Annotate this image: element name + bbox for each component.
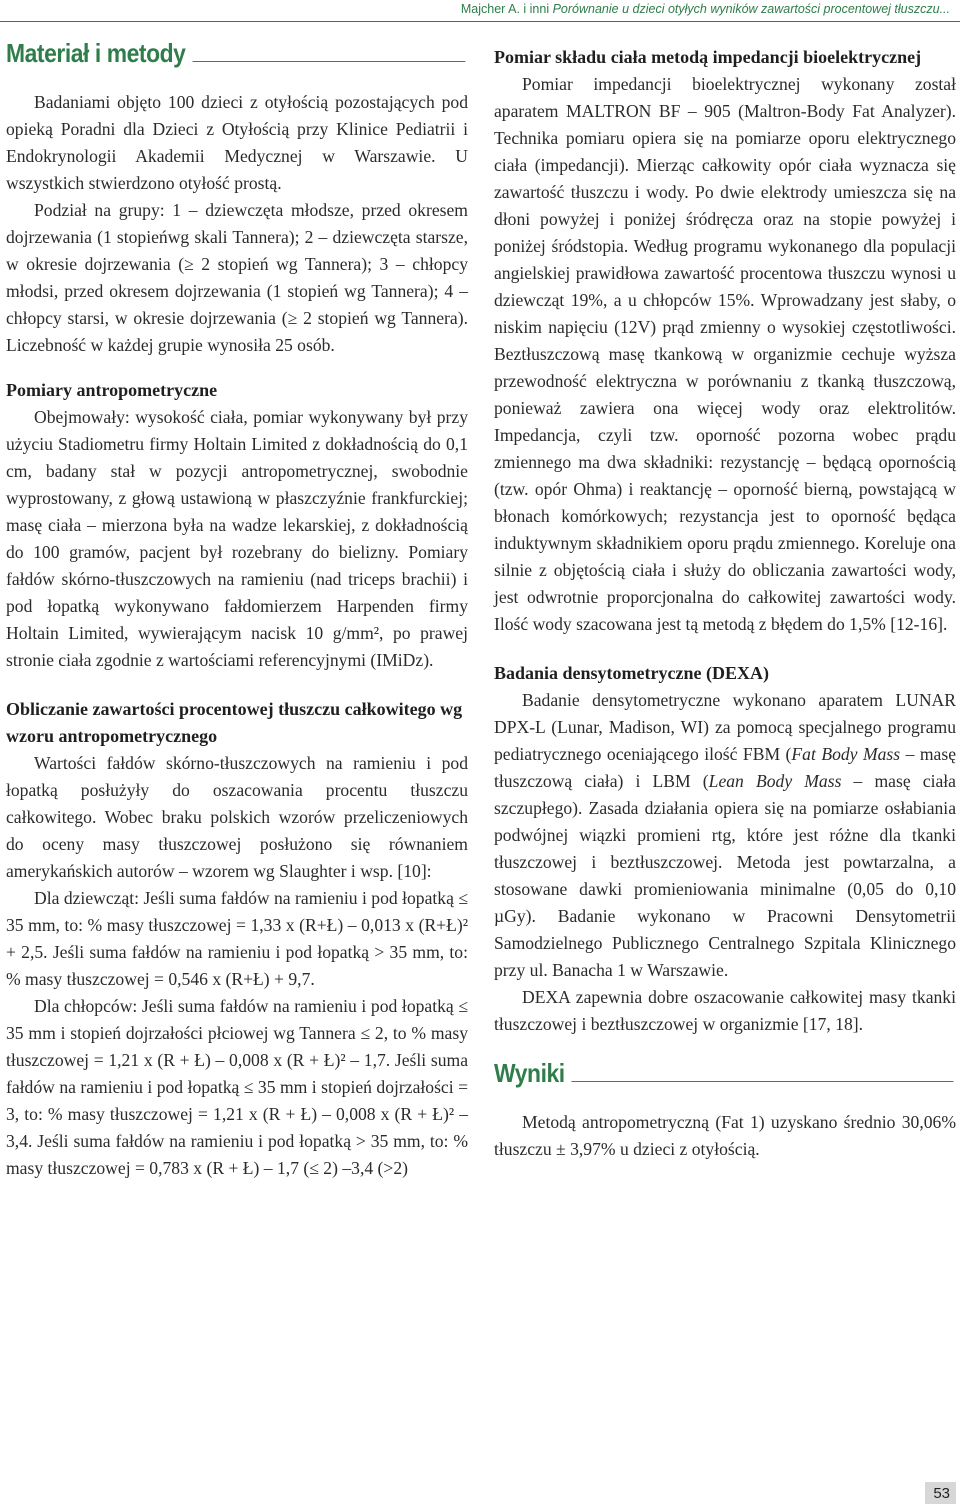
subhead-dexa: Badania densytometryczne (DEXA) — [494, 663, 769, 683]
header-authors: Majcher A. i inni — [460, 2, 550, 16]
section-title-methods — [6, 40, 465, 67]
header-rule — [0, 21, 960, 22]
paragraph-bioimpedance: Pomiar impedancji bioelektrycznej wykonany został aparatem MALTRON BF – 905 (Maltron-Body Fat Analyzer). Technika pomiaru opiera się na pomiarze oporu elektrycznego ciała (impedancji). Mierząc całkowity opór ciała wyznacza się zawartość tłuszczu i wody. Po dwie elektrody umieszcza się na dłoni powyżej i poniżej śródręcza oraz na stopie powyżej i poniżej śródstopia. Według programu wykonanego dla populacji angielskiej prawidłowa zawartość procentowa tłuszczu wynosi u dziewcząt 19%, a u chłopców 15%. Wprowadzany jest słaby, o niskim napięciu (12V) prąd zmienny o wysokiej częstotliwości. Beztłuszczową masę tkankową w organizmie cechuje wyższa przewodność elektryczna w porównaniu z tkanką tłuszczową, ponieważ zawiera ona więcej wody oraz elektrolitów. Impedancja, czyli tzw. oporność pozorna wobec prądu zmiennego ma dwa składniki: rezystancję – będącą opornością (tzw. opór Ohma) i reaktancję – oporność bierną, powstającą w błonach komórkowych; rezystancja jest to oporność będąca induktywnym składnikiem oporu prądu zmiennego. Koreluje ona silnie z objętością ciała i służy do obliczania zawartości wody, jest odwrotnie proporcjonalna do całkowitej zawartości wody. Ilość wody szacowana jest tą metodą z błędem do 1,5% [12-16]. — [494, 74, 956, 634]
paragraph-subjects: Badaniami objęto 100 dzieci z otyłością pozostających pod opieką Poradni dla Dzieci z Otyłością przy Klinice Pediatrii i Endokrynologii Akademii Medycznej w Warszawie. U wszystkich stwierdzono otyłość prostą. — [6, 92, 468, 193]
dexa-text-c: – masę ciała szczupłego). Zasada działania opiera się na pomiarze osłabiania podwójnej wiązki promieni rtg, które jest różne dla tkanki tłuszczowej i beztłuszczowej. Metoda jest powtarzalna, a stosowane dawki promieniowania minimalne (0,05 do 0,10 µGy). Badanie wykonano w Pracowni Densytometrii Samodzielnego Publicznego Centralnego Szpitala Klinicznego przy ul. Banacha 1 w Warszawie. — [494, 771, 956, 980]
subhead-bioimpedance: Pomiar składu ciała metodą impedancji bioelektrycznej — [494, 47, 922, 67]
header-article-title: Porównanie u dzieci otyłych wyników zawartości procentowej tłuszczu... — [552, 2, 950, 16]
page-number: 53 — [925, 1482, 956, 1504]
dexa-term-fbm: Fat Body Mass — [791, 744, 901, 764]
left-column — [6, 40, 468, 1182]
paragraph-dexa-summary: DEXA zapewnia dobre oszacowanie całkowitej masy tkanki tłuszczowej i beztłuszczowej w organizmie [17, 18]. — [494, 987, 956, 1034]
section-title-rule — [572, 1081, 954, 1082]
paragraph-anthropometry: Obejmowały: wysokość ciała, pomiar wykonywany był przy użyciu Stadiometru firmy Holtain Limited z dokładnością do 0,1 cm, badany stał w pozycji antropometrycznej, swobodnie wyprostowany, z głową ustawioną w płaszczyźnie frankfurckiej; masę ciała – mierzona była na wadze lekarskiej, z dokładnością do 100 gramów, pacjent był rozebrany do bielizny. Pomiary fałdów skórno-tłuszczowych na ramieniu (nad triceps brachii) i pod łopatką wykonywano fałdomierzem Harpenden firmy Holtain Limited, wywierającym nacisk 10 g/mm², po prawej stronie ciała zgodnie z wartościami referencyjnymi (IMiDz). — [6, 407, 468, 670]
paragraph-groups: Podział na grupy: 1 – dziewczęta młodsze, przed okresem dojrzewania (1 stopieńwg skali Tannera); 2 – dziewczęta starsze, w okresie dojrzewania (≥ 2 stopień wg Tannera); 3 – chłopcy młodsi, przed okresem dojrzewania (1 stopień wg Tannera); 4 – chłopcy starsi, w okresie dojrzewania (≥ 2 stopień wg Tannera). Liczebność w każdej grupie wynosiła 25 osób. — [6, 200, 468, 355]
paragraph-formula-intro: Wartości fałdów skórno-tłuszczowych na ramieniu i pod łopatką posłużyły do oszacowania procentu tłuszczu całkowitego. Wobec braku polskich wzorów przeliczeniowych do oceny masy tłuszczowej posłużono się równaniem amerykańskich autorów – wzorem wg Slaughter i wsp. [10]: — [6, 753, 468, 881]
subhead-anthropometry: Pomiary antropometryczne — [6, 380, 218, 400]
paragraph-formula-girls: Dla dziewcząt: Jeśli suma fałdów na ramieniu i pod łopatką ≤ 35 mm, to: % masy tłuszczowej = 1,33 x (R+Ł) – 0,013 x (R+Ł)² + 2,5. Jeśli suma fałdów na ramieniu i pod łopatką > 35 mm, to: % masy tłuszczowej = 0,546 x (R+Ł) + 9,7. — [6, 888, 468, 989]
paragraph-formula-boys: Dla chłopców: Jeśli suma fałdów na ramieniu i pod łopatką ≤ 35 mm i stopień dojrzałości płciowej wg Tannera ≤ 2, to % masy tłuszczowej = 1,21 x (R + Ł) – 0,008 x (R + Ł)² – 1,7. Jeśli suma fałdów na ramieniu i pod łopatką ≤ 35 mm i stopień dojrzałości = 3, to: % masy tłuszczowej = 1,21 x (R + Ł) – 0,008 x (R + Ł)² – 3,4. Jeśli suma fałdów na ramieniu i pod łopatką > 35 mm, to: % masy tłuszczowej = 0,783 x (R + Ł) – 1,7 (≤ 2) –3,4 (>2) — [6, 996, 468, 1178]
section-title-rule — [192, 61, 465, 62]
paragraph-results: Metodą antropometryczną (Fat 1) uzyskano średnio 30,06% tłuszczu ± 3,97% u dzieci z otyłością. — [494, 1112, 956, 1159]
dexa-text-a: Badanie densytometryczne wykonano aparatem LUNAR DPX-L (Lunar, Madison, WI) za pomocą specjalnego programu pediatrycznego oceniającego ilość FBM ( — [494, 690, 956, 764]
section-title-text: Materiał i metody — [6, 38, 186, 68]
dexa-term-lbm: Lean Body Mass — [708, 771, 842, 791]
paragraph-dexa — [494, 687, 956, 984]
running-header — [461, 0, 950, 20]
dexa-text-b: – masę tłuszczową ciała) i LBM ( — [494, 744, 957, 791]
section-title-text: Wyniki — [494, 1058, 565, 1088]
subhead-fat-formula: Obliczanie zawartości procentowej tłuszczu całkowitego wg wzoru antropometrycznego — [6, 699, 463, 746]
right-column — [494, 44, 956, 1163]
section-title-results — [494, 1060, 953, 1087]
